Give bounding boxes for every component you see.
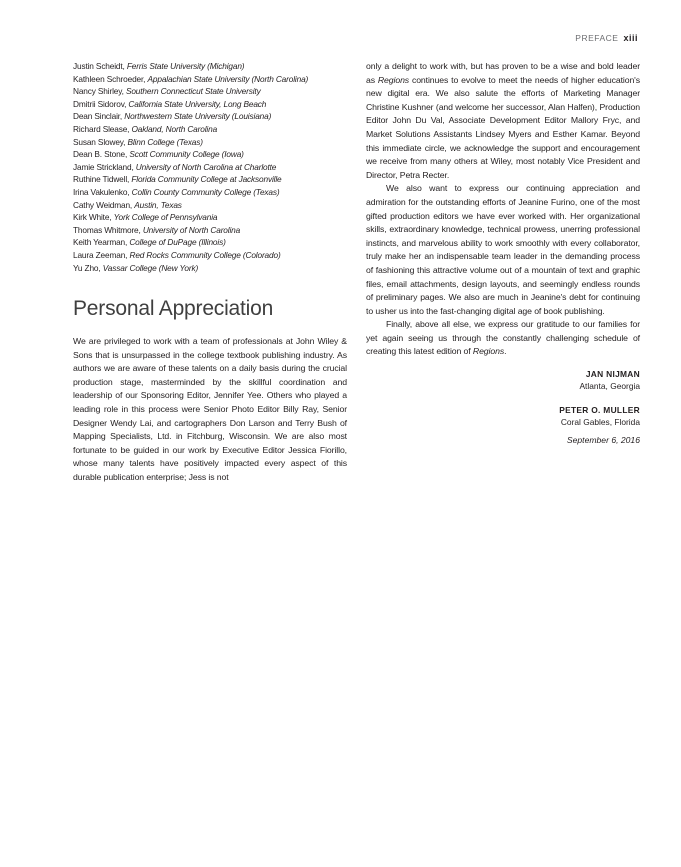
reviewer-list	[73, 60, 347, 274]
reviewer-affiliation: Florida Community College at Jacksonville	[131, 174, 282, 185]
running-head	[575, 33, 638, 43]
reviewer-name: Susan Slowey,	[73, 136, 126, 147]
page-number: xiii	[623, 33, 638, 43]
reviewer-name: Keith Yearman,	[73, 237, 128, 248]
author-name: JAN NIJMAN	[585, 369, 640, 380]
reviewer-name: Cathy Weidman,	[73, 199, 133, 210]
reviewer-item	[73, 224, 347, 237]
reviewer-item	[73, 161, 347, 174]
reviewer-item	[73, 60, 347, 73]
reviewer-item	[73, 211, 347, 224]
paragraph-text: only a delight to work with, but has proven to be a wise and bold leader as	[366, 61, 640, 85]
reviewer-name: Justin Scheidt,	[73, 61, 125, 71]
reviewer-item	[73, 148, 347, 161]
reviewer-affiliation: Red Rocks Community College (Colorado)	[129, 249, 281, 260]
reviewer-name: Ruthine Tidwell,	[73, 174, 130, 185]
reviewer-affiliation: Vassar College (New York)	[102, 262, 199, 273]
reviewer-affiliation: Oakland, North Carolina	[131, 123, 218, 134]
reviewer-affiliation: Scott Community College (Iowa)	[129, 149, 244, 160]
reviewer-item	[73, 110, 347, 123]
book-title: Regions	[377, 74, 410, 85]
appreciation-paragraph-4	[366, 318, 640, 359]
reviewer-name: Nancy Shirley,	[73, 86, 124, 97]
reviewer-affiliation: Collin County Community College (Texas)	[131, 186, 280, 197]
reviewer-name: Dean Sinclair,	[73, 111, 123, 122]
appreciation-paragraph-3: We also want to express our continuing appreciation and admiration for the outstanding efforts of Jeanine Furino, one of the most gifted production editors we have ever worked with. Her organizational skills, extraordinary knowledge, technical prowess, unerring professional instincts, and marvelous ability to work smoothly with every collaborator, truly make her an indispensable team leader in the demanding process of fashioning this attractive volume out of a mountain of text and graphic files, email attachments, design layouts, and seemingly endless rounds of preliminary pages. We also are much in Jeanine's debt for continuing to usher us into the fast-changing digital age of book publishing.	[366, 183, 640, 316]
reviewer-name: Irina Vakulenko,	[73, 186, 130, 197]
appreciation-paragraph-2	[366, 60, 640, 182]
author-location: Atlanta, Georgia	[579, 381, 640, 392]
reviewer-item	[73, 136, 347, 149]
reviewer-name: Kathleen Schroeder,	[73, 73, 146, 84]
appreciation-paragraph-1: We are privileged to work with a team of professionals at John Wiley & Sons that is unsurpassed in the college textbook publishing industry. As authors we are aware of these talents on a daily basis during the crucial production stage, masterminded by the skillful coordination and leadership of our Sponsoring Editor, Jennifer Yee. Others who played a leading role in this process were Senior Photo Editor Billy Ray, Senior Designer Wendy Lai, and cartographers Don Larson and Terry Bush of Mapping Specialists, Ltd. in Fitchburg, Wisconsin. We are also most fortunate to be guided in our work by Executive Editor Jessica Fiorillo, whose many talents have positively impacted every aspect of this durable publication enterprise; Jess is not	[73, 336, 347, 483]
reviewer-item	[73, 199, 347, 212]
reviewer-item	[73, 173, 347, 186]
reviewer-name: Thomas Whitmore,	[73, 224, 141, 235]
book-title: Regions	[472, 346, 505, 357]
reviewer-name: Dean B. Stone,	[73, 149, 128, 160]
reviewer-affiliation: California State University, Long Beach	[128, 98, 267, 109]
reviewer-affiliation: Appalachian State University (North Carolina)	[147, 73, 309, 84]
reviewer-name: Laura Zeeman,	[73, 249, 128, 260]
paragraph-text: Finally, above all else, we express our gratitude to our families for yet again seeing us through the constantly challenging schedule of creating this latest edition of	[366, 319, 640, 357]
reviewer-affiliation: University of North Carolina	[142, 224, 241, 235]
reviewer-affiliation: College of DuPage (Illinois)	[129, 237, 226, 248]
reviewer-item	[73, 249, 347, 262]
reviewer-item	[73, 123, 347, 136]
paragraph-text: .	[504, 346, 507, 357]
author-name: PETER O. MULLER	[559, 405, 640, 416]
paragraph-text: continues to evolve to meet the needs of higher education's new digital era. We also salute the efforts of Marketing Manager Christine Kushner (and welcome her successor, Alan Halfen), Production Editor John Du Val, Associate Development Editor Mallory Fryc, and Market Solutions Assistants Lindsey Myers and Esther Kamar. Beyond this immediate circle, we acknowledge the support and encouragement we receive from many others at Wiley, most notably Vice President and Director, Petra Recter.	[366, 74, 640, 180]
reviewer-name: Dmitrii Sidorov,	[73, 98, 127, 109]
reviewer-affiliation: Austin, Texas	[134, 199, 182, 210]
reviewer-name: Kirk White,	[73, 212, 112, 223]
reviewer-name: Yu Zho,	[73, 262, 101, 273]
reviewer-item	[73, 73, 347, 86]
reviewer-affiliation: York College of Pennsylvania	[113, 212, 218, 223]
reviewer-item	[73, 186, 347, 199]
author-location: Coral Gables, Florida	[560, 417, 640, 428]
reviewer-item	[73, 98, 347, 111]
reviewer-item	[73, 85, 347, 98]
reviewer-affiliation: Ferris State University (Michigan)	[126, 61, 245, 71]
running-head-section: PREFACE	[575, 33, 619, 43]
section-heading: Personal Appreciation	[73, 297, 274, 321]
reviewer-item	[73, 236, 347, 249]
reviewer-name: Jamie Strickland,	[73, 161, 134, 172]
reviewer-item	[73, 262, 347, 275]
right-column	[366, 60, 640, 445]
reviewer-affiliation: Northwestern State University (Louisiana)	[124, 111, 272, 122]
signature-author-1	[366, 368, 640, 392]
left-column	[73, 60, 347, 485]
reviewer-affiliation: University of North Carolina at Charlotte	[135, 161, 277, 172]
reviewer-name: Richard Slease,	[73, 123, 130, 134]
reviewer-affiliation: Southern Connecticut State University	[125, 86, 261, 97]
signature-author-2	[366, 404, 640, 445]
signature-date: September 6, 2016	[566, 435, 640, 446]
reviewer-affiliation: Blinn College (Texas)	[127, 136, 203, 147]
